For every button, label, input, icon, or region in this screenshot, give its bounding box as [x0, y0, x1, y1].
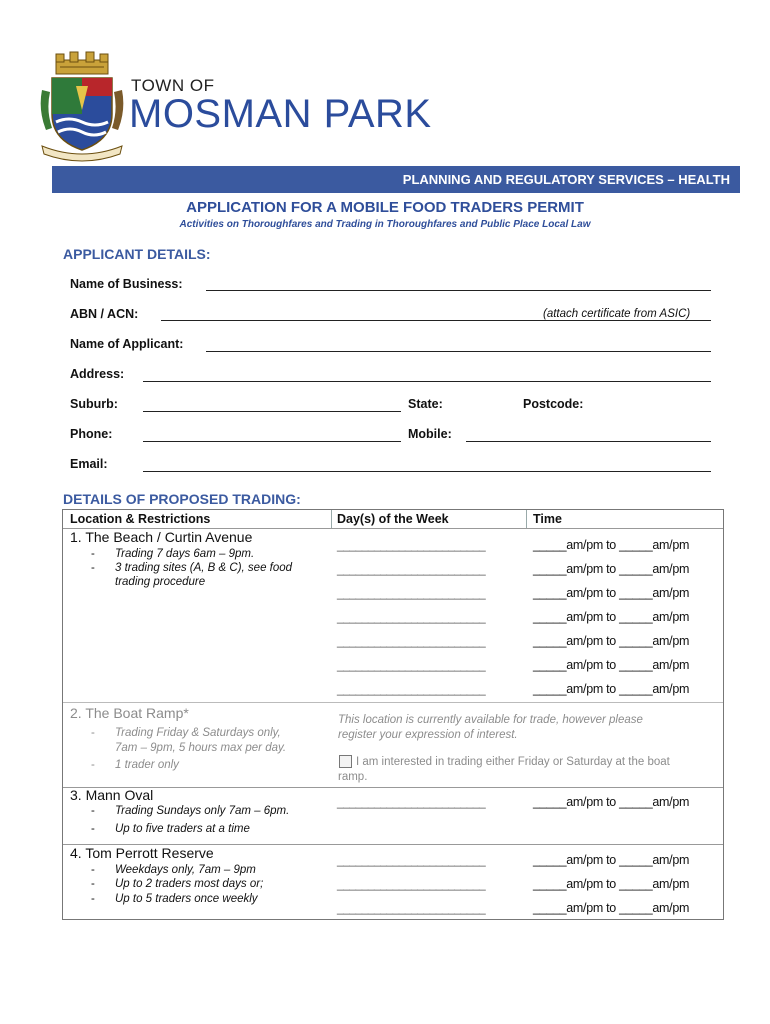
restriction-text: 7am – 9pm, 5 hours max per day. — [115, 742, 287, 754]
column-divider — [331, 510, 332, 528]
restriction-text: Up to five traders at a time — [115, 823, 250, 835]
time-field[interactable]: _____am/pm to _____am/pm — [533, 877, 690, 891]
restriction-text: 3 trading sites (A, B & C), see food — [115, 562, 293, 574]
row-rule — [63, 787, 723, 788]
abn-field[interactable] — [161, 320, 711, 321]
time-field[interactable]: _____am/pm to _____am/pm — [533, 901, 690, 915]
day-field[interactable]: ________________________ — [337, 538, 486, 552]
day-field[interactable]: ________________________ — [337, 610, 486, 624]
restriction-item: - Weekdays only, 7am – 9pm — [91, 864, 256, 876]
mobile-field[interactable] — [466, 441, 711, 442]
day-field[interactable]: ________________________ — [337, 901, 486, 915]
department-label: PLANNING AND REGULATORY SERVICES – HEALTH — [402, 172, 730, 187]
logo-name-text: MOSMAN PARK — [129, 92, 432, 136]
restriction-item: - Up to 2 traders most days or; — [91, 878, 264, 890]
day-field[interactable]: ________________________ — [337, 682, 486, 696]
time-field[interactable]: _____am/pm to _____am/pm — [533, 610, 690, 624]
time-field[interactable]: _____am/pm to _____am/pm — [533, 795, 690, 809]
location-title: 4. Tom Perrott Reserve — [70, 845, 214, 861]
mobile-label: Mobile: — [408, 427, 452, 441]
trading-table — [62, 509, 724, 920]
postcode-label: Postcode: — [523, 397, 584, 411]
town-crest-icon — [36, 50, 128, 162]
restriction-text: Up to 2 traders most days or; — [115, 878, 264, 890]
time-field[interactable]: _____am/pm to _____am/pm — [533, 538, 690, 552]
day-field[interactable]: ________________________ — [337, 853, 486, 867]
column-header-days: Day(s) of the Week — [337, 512, 449, 526]
time-field[interactable]: _____am/pm to _____am/pm — [533, 562, 690, 576]
restriction-item: - Up to 5 traders once weekly — [91, 893, 258, 905]
column-divider — [526, 510, 527, 528]
trading-details-heading: DETAILS OF PROPOSED TRADING: — [63, 491, 301, 507]
logo-town-text: TOWN OF — [131, 76, 215, 95]
row-rule — [63, 702, 723, 703]
day-field[interactable]: ________________________ — [337, 586, 486, 600]
day-field[interactable]: ________________________ — [337, 877, 486, 891]
restriction-item: - Trading Sundays only 7am – 6pm. — [91, 805, 290, 817]
form-title: APPLICATION FOR A MOBILE FOOD TRADERS PERMIT — [186, 199, 584, 216]
applicant-name-label: Name of Applicant: — [70, 337, 184, 351]
location-title: 1. The Beach / Curtin Avenue — [70, 529, 253, 545]
restriction-text: 1 trader only — [115, 759, 179, 771]
time-field[interactable]: _____am/pm to _____am/pm — [533, 658, 690, 672]
boat-ramp-interest-label: ramp. — [338, 771, 368, 783]
applicant-name-field[interactable] — [206, 351, 711, 352]
restriction-text: Trading Friday & Saturdays only, — [115, 727, 281, 739]
restriction-item: - Up to five traders at a time — [91, 823, 250, 835]
abn-note: (attach certificate from ASIC) — [543, 308, 691, 320]
restriction-text: trading procedure — [115, 576, 206, 588]
restriction-item — [91, 741, 321, 755]
day-field[interactable]: ________________________ — [337, 562, 486, 576]
time-field[interactable]: _____am/pm to _____am/pm — [533, 586, 690, 600]
restriction-text: Trading Sundays only 7am – 6pm. — [115, 805, 290, 817]
restriction-item: - Trading 7 days 6am – 9pm. — [91, 548, 255, 560]
day-field[interactable]: ________________________ — [337, 634, 486, 648]
restriction-text: Up to 5 traders once weekly — [115, 893, 258, 905]
business-name-field[interactable] — [206, 290, 711, 291]
restriction-item: - 1 trader only — [91, 759, 179, 771]
restriction-item — [91, 575, 321, 589]
address-field[interactable] — [143, 381, 711, 382]
form-subtitle: Activities on Thoroughfares and Trading in Thoroughfares and Public Place Local Law — [179, 219, 591, 230]
location-title: 2. The Boat Ramp* — [70, 705, 189, 721]
email-label: Email: — [70, 457, 108, 471]
boat-ramp-note-line: This location is currently available for trade, however please — [338, 714, 643, 726]
restriction-text: Weekdays only, 7am – 9pm — [115, 864, 256, 876]
day-field[interactable]: ________________________ — [337, 795, 486, 809]
time-field[interactable]: _____am/pm to _____am/pm — [533, 634, 690, 648]
phone-field[interactable] — [143, 441, 401, 442]
department-bar — [52, 166, 740, 193]
suburb-label: Suburb: — [70, 397, 118, 411]
business-name-label: Name of Business: — [70, 277, 183, 291]
phone-label: Phone: — [70, 427, 113, 441]
day-field[interactable]: ________________________ — [337, 658, 486, 672]
boat-ramp-note-line: register your expression of interest. — [338, 729, 518, 741]
time-field[interactable]: _____am/pm to _____am/pm — [533, 853, 690, 867]
suburb-field[interactable] — [143, 411, 401, 412]
abn-label: ABN / ACN: — [70, 307, 139, 321]
state-label: State: — [408, 397, 443, 411]
email-field[interactable] — [143, 471, 711, 472]
applicant-details-heading: APPLICANT DETAILS: — [63, 246, 211, 262]
time-field[interactable]: _____am/pm to _____am/pm — [533, 682, 690, 696]
restriction-item: - Trading Friday & Saturdays only, — [91, 727, 281, 739]
restriction-text: Trading 7 days 6am – 9pm. — [115, 548, 255, 560]
column-header-time: Time — [533, 512, 562, 526]
checkbox-icon[interactable] — [339, 755, 352, 768]
address-label: Address: — [70, 367, 125, 381]
column-header-location: Location & Restrictions — [70, 512, 211, 526]
restriction-item: - 3 trading sites (A, B & C), see food — [91, 562, 293, 574]
boat-ramp-interest-label: I am interested in trading either Friday or Saturday at the boat — [356, 756, 670, 768]
location-title: 3. Mann Oval — [70, 787, 154, 803]
